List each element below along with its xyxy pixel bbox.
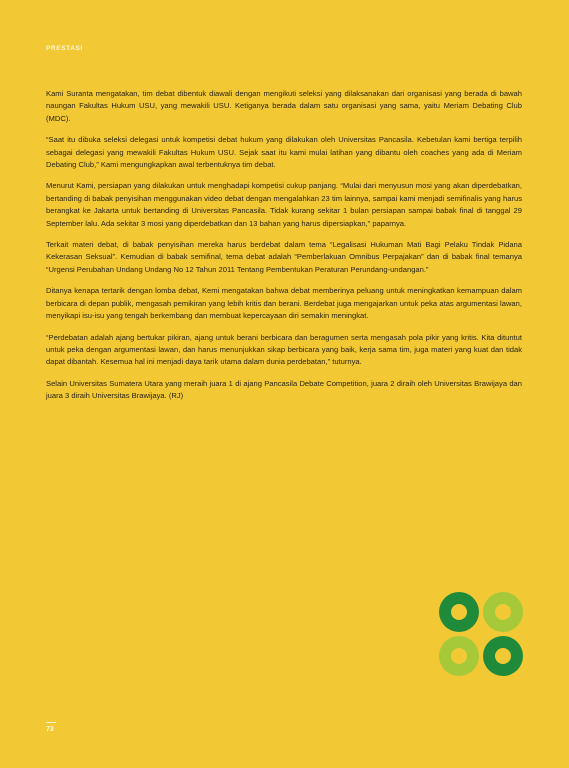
article-paragraph: “Perdebatan adalah ajang bertukar pikiran, ajang untuk berani berbicara dan beragumen serta mengasah pola pikir yang kritis. Kita dituntut untuk peka dengan argumentasi lawan, dan harus menunjukkan sikap berbicara yang baik, kerja sama tim, juga materi yang kuat dan tidak dapat dibantah. Kesemua hal ini menjadi daya tarik utama dalam dunia perdebatan,” tuturnya. bbox=[46, 332, 522, 367]
light-green-ring bbox=[439, 636, 479, 676]
ring-hole bbox=[451, 648, 467, 664]
dark-green-ring bbox=[483, 636, 523, 676]
ring-hole bbox=[451, 604, 467, 620]
article-paragraph: “Saat itu dibuka seleksi delegasi untuk kompetisi debat hukum yang dilakukan oleh Universitas Pancasila. Kebetulan kami bertiga terpilih sebagai delegasi yang mewakili Fakultas Hukum USU. Sejak saat itu kami mulai latihan yang dibantu oleh coaches yang ada di Meriam Debating Club,” Kami mengungkapkan awal terbentuknya tim debat. bbox=[46, 135, 522, 170]
light-green-ring bbox=[483, 592, 523, 632]
article-body bbox=[46, 88, 522, 412]
article-paragraph: Menurut Kami, persiapan yang dilakukan untuk menghadapi kompetisi cukup panjang. “Mulai dari menyusun mosi yang akan diperdebatkan, bertanding di babak penyisihan menggunakan video debat dengan mengalahkan 23 tim lainnya, sampai kami menjadi semifinalis yang harus berangkat ke Jakarta untuk bertanding di Universitas Pancasila. Tidak kurang sekitar 1 bulan persiapan sampai babak final di tanggal 29 September lalu. Ada sekitar 3 mosi yang diperdebatkan dan 13 bahan yang harus dipersiapkan,” paparnya. bbox=[46, 181, 522, 228]
article-paragraph: Ditanya kenapa tertarik dengan lomba debat, Kemi mengatakan bahwa debat memberinya peluang untuk meningkatkan kemampuan dalam berbicara di depan publik, mengasah pemikiran yang lebih kritis dan berani. Berdebat juga mengajarkan untuk peka atas argumentasi lawan, menyikapi isu-isu yang tengah berkembang dan membuat kepercayaan diri semakin meningkat. bbox=[46, 286, 522, 321]
footer-divider bbox=[46, 722, 56, 723]
article-paragraph: Terkait materi debat, di babak penyisihan mereka harus berdebat dalam tema “Legalisasi Hukuman Mati Bagi Pelaku Tindak Pidana Kekerasan Seksual”. Kemudian di babak semifinal, tema debat adalah “Pemberlakuan Omnibus Perpajakan” dan di babak final temanya “Urgensi Perubahan Undang Undang No 12 Tahun 2011 Tentang Pembentukan Peraturan Perundang-undangan.” bbox=[46, 240, 522, 274]
page-number: 73 bbox=[46, 726, 54, 733]
article-paragraph: Kami Suranta mengatakan, tim debat dibentuk diawali dengan mengikuti seleksi yang dilaksanakan dari organisasi yang berada di bawah naungan Fakultas Hukum USU, yang mewakili USU. Ketiganya berada dalam satu organisasi yang sama, yaitu Meriam Debating Club (MDC). bbox=[46, 89, 522, 123]
ring-hole bbox=[495, 648, 511, 664]
decorative-circles bbox=[439, 592, 524, 677]
article-paragraph: Selain Universitas Sumatera Utara yang meraih juara 1 di ajang Pancasila Debate Competition, juara 2 diraih oleh Universitas Brawijaya dan juara 3 diraih Universitas Brawijaya. (RJ) bbox=[46, 378, 522, 401]
dark-green-ring bbox=[439, 592, 479, 632]
section-label: PRESTASI bbox=[46, 45, 83, 52]
ring-hole bbox=[495, 604, 511, 620]
